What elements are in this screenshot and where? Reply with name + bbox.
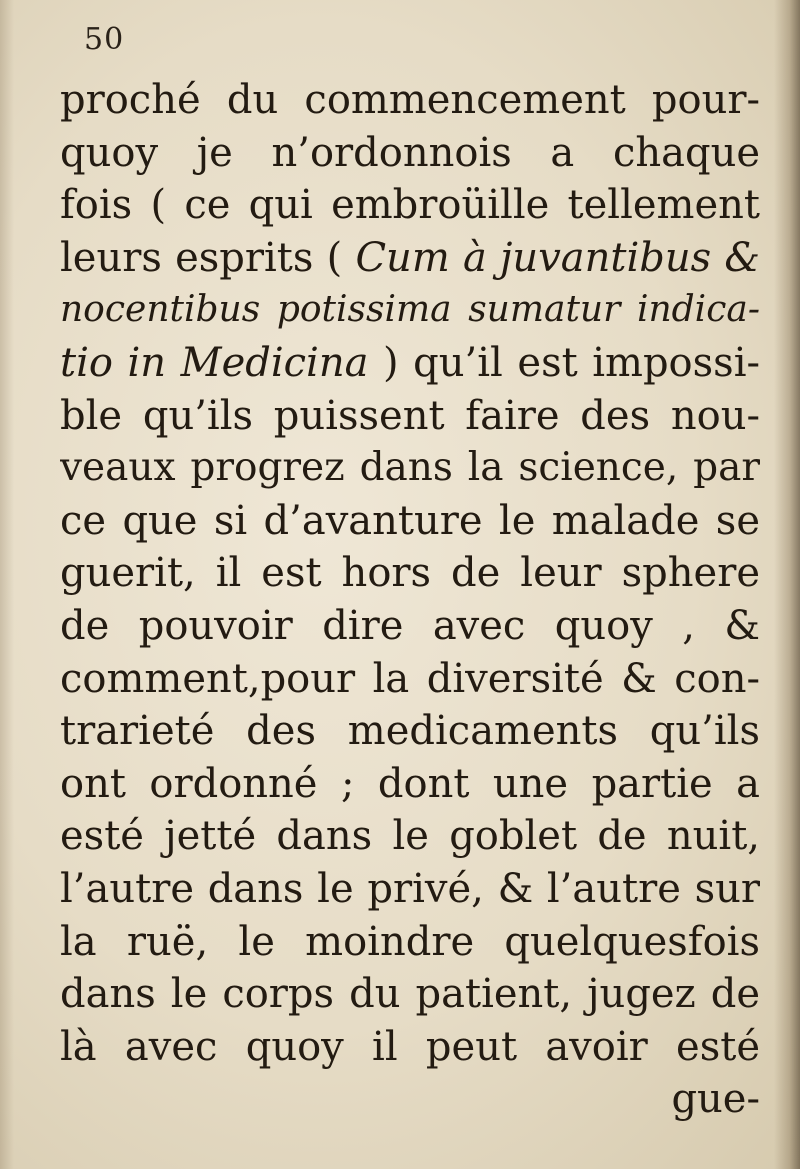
text-line xyxy=(60,337,760,390)
text-segment: leurs esprits ( xyxy=(60,234,356,281)
text-segment: comment,pour la diversité & con- xyxy=(60,655,760,702)
body-text xyxy=(60,74,760,1126)
text-line xyxy=(60,74,760,127)
text-segment: guerit, il est hors de leur sphere xyxy=(60,550,760,597)
italic-text-segment: nocentibus potissima sumatur indica- xyxy=(60,289,760,331)
text-line xyxy=(60,600,760,653)
text-line xyxy=(60,653,760,706)
text-segment: là avec quoy il peut avoir esté xyxy=(60,1023,760,1070)
text-line xyxy=(60,442,760,495)
text-segment: l’autre dans le privé, & l’autre sur xyxy=(60,865,760,912)
text-segment: esté jetté dans le goblet de nuit, xyxy=(60,813,760,860)
text-line xyxy=(60,705,760,758)
page-edge-shadow xyxy=(774,0,800,1169)
text-line xyxy=(60,179,760,232)
text-segment: la ruë, le moindre quelquesfois xyxy=(60,918,760,965)
text-line xyxy=(60,495,760,548)
text-segment: trarieté des medicaments qu’ils xyxy=(60,708,760,755)
text-line xyxy=(60,916,760,969)
text-segment: dans le corps du patient, jugez de xyxy=(60,971,760,1018)
text-segment: ont ordonné ; dont une partie a xyxy=(60,760,760,807)
italic-text-segment: tio in Medicina xyxy=(60,339,369,386)
page-gutter-shadow xyxy=(0,0,14,1169)
text-segment: fois ( ce qui embroüille tellement xyxy=(60,182,760,229)
text-segment: ce que si d’avanture le malade se xyxy=(60,497,760,544)
text-segment: de pouvoir dire avec quoy , & xyxy=(60,602,760,649)
catchword: gue- xyxy=(671,1076,760,1123)
text-segment: ble qu’ils puissent faire des nou- xyxy=(60,392,760,439)
text-segment: quoy je n’ordonnois a chaque xyxy=(60,129,760,176)
text-line xyxy=(60,127,760,180)
text-line xyxy=(60,232,760,285)
text-line xyxy=(60,863,760,916)
text-line xyxy=(60,968,760,1021)
text-segment: veaux progrez dans la science, par xyxy=(60,445,760,491)
text-line xyxy=(60,810,760,863)
italic-text-segment: Cum à juvantibus & xyxy=(355,234,760,281)
text-segment: ) qu’il est impossi- xyxy=(368,339,760,386)
text-line xyxy=(60,758,760,811)
text-line xyxy=(60,284,760,337)
page-number: 50 xyxy=(84,22,125,57)
text-line xyxy=(60,1021,760,1074)
text-segment: proché du commencement pour- xyxy=(60,77,760,123)
text-line xyxy=(60,547,760,600)
text-line xyxy=(60,390,760,443)
